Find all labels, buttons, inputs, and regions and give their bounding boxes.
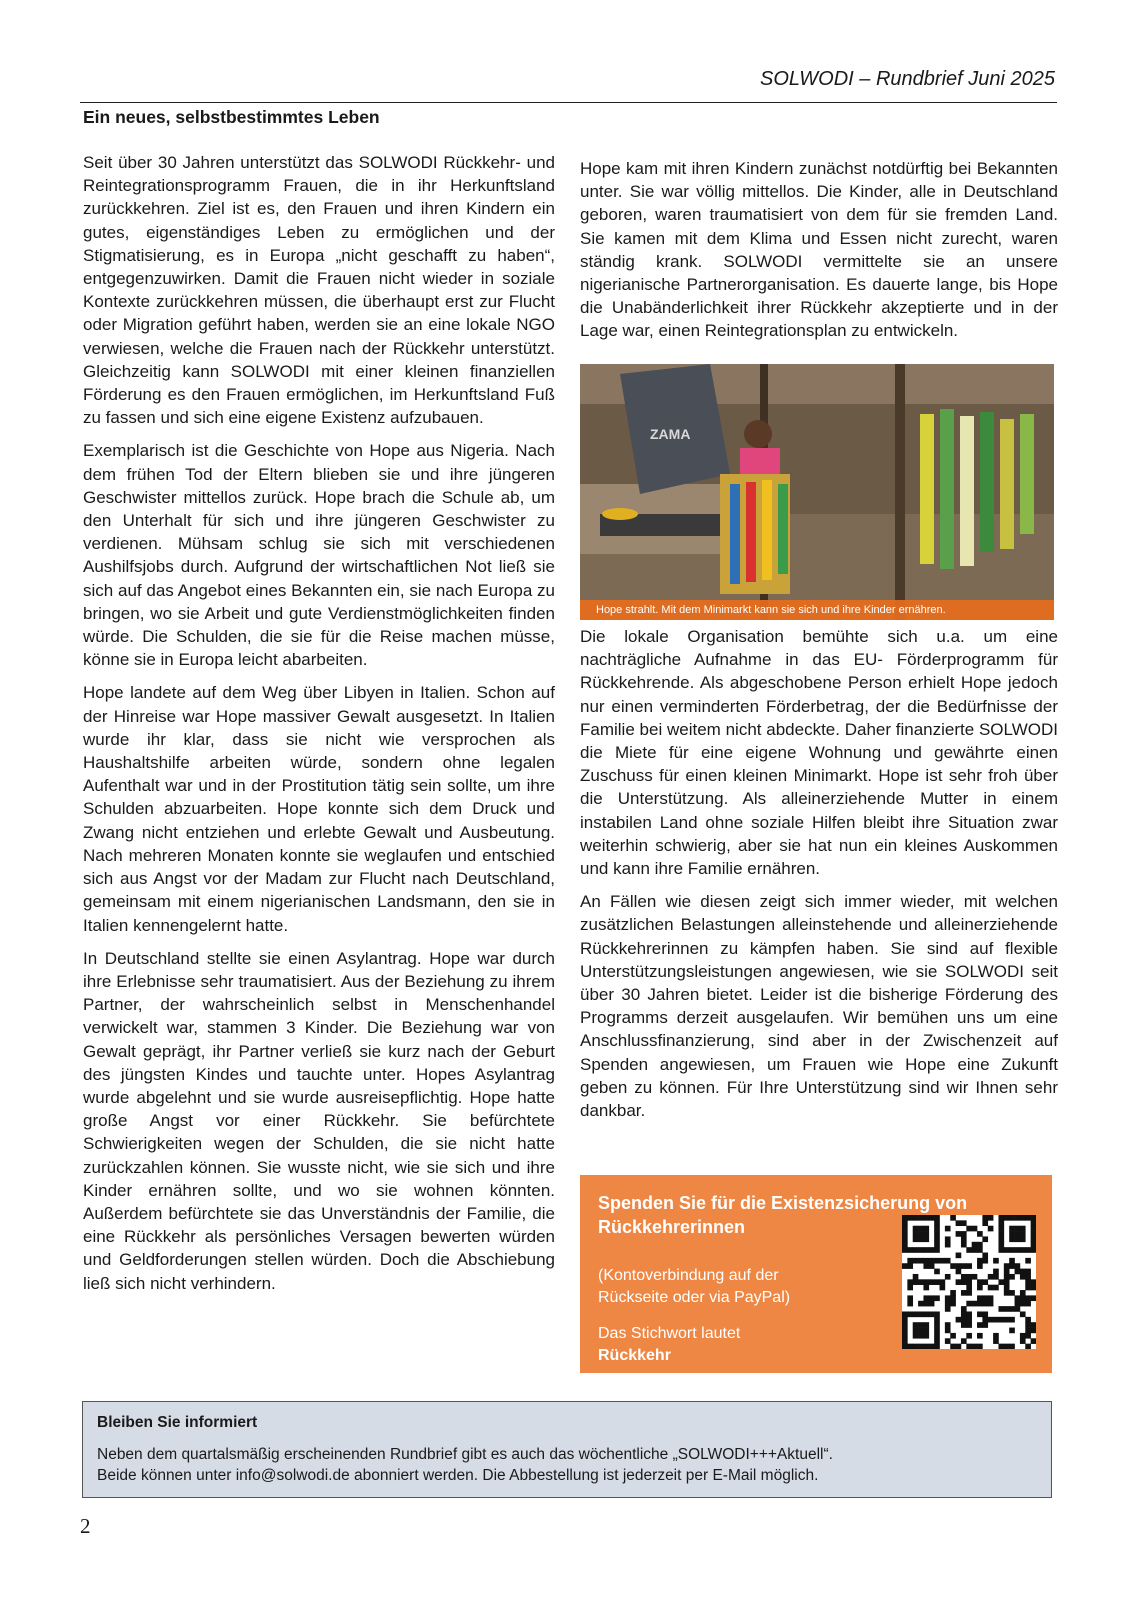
donation-text: (Kontoverbindung auf der Rückseite oder via PayPal) bbox=[598, 1267, 791, 1306]
page-number: 2 bbox=[80, 1514, 91, 1538]
info-line: Neben dem quartalsmäßig erscheinenden Rundbrief gibt es auch das wöchentliche „SOLWODI+++Aktuell“. bbox=[97, 1446, 833, 1463]
paragraph: In Deutschland stellte sie einen Asylantrag. Hope war durch ihre Erlebnisse sehr traumatisiert. Aus der Beziehung zu ihrem Partner, der wahrscheinlich selbst in Menschenhandel verwickelt war, stammen 3 Kinder. Die Beziehung war von Gewalt geprägt, ihr Partner verließ sie kurz nach der Geburt des jüngsten Kindes und tauchte unter. Hopes Asylantrag wurde abgelehnt und sie wurde ausreisepflichtig. Hope hatte große Angst vor einer Rückkehr. Sie befürchtete Schwierigkeiten wegen der Schulden, die sie nicht hatte zurückzahlen können. Sie wusste nicht, wie sie sich und ihre Kinder ernähren sollte, und wo sie wohnen könnten. Außerdem befürchtete sie das Unverständnis der Familie, die eine Rückkehr als persönliches Versagen bewerten würden und Geldforderungen stellen würden. Doch die Abschiebung ließ sich nicht verhindern. bbox=[83, 948, 555, 1293]
donation-heading: Spenden Sie für die Existenzsicherung von Rückkehrerinnen bbox=[598, 1193, 968, 1237]
info-box bbox=[82, 1401, 1052, 1498]
photo-caption: Hope strahlt. Mit dem Minimarkt kann sie sich und ihre Kinder ernähren. bbox=[580, 600, 1054, 620]
paragraph: Hope kam mit ihren Kindern zunächst notdürftig bei Bekannten unter. Sie war völlig mittellos. Die Kinder, alle in Deutschland geboren, waren traumatisiert von dem für sie fremden Land. Sie kamen mit dem Klima und Essen nicht zurecht, waren ständig krank. SOLWODI vermittelte sie an unsere nigerianische Partnerorganisation. Es dauerte lange, bis Hope die Unabänderlichkeit ihrer Rückkehr akzeptierte und in der Lage war, einen Reintegrationsplan zu entwickeln. bbox=[580, 159, 1058, 341]
paragraph: Hope landete auf dem Weg über Libyen in Italien. Schon auf der Hinreise war Hope massiver Gewalt ausgesetzt. In Italien wurde ihr klar, dass sie nicht wie versprochen als Haushaltshilfe arbeiten würde, sondern ohne legalen Aufenthalt war und in der Prostitution tätig sein sollte, um ihre Schulden abzuarbeiten. Hope konnte sich dem Druck und Zwang nicht entziehen und erlebte Gewalt und Ausbeutung. Nach mehreren Monaten konnte sie weglaufen und entschied sich aus Angst vor der Madam zur Flucht nach Deutschland, gemeinsam mit einem nigerianischen Landsmann, den sie in Italien kennengelernt hatte. bbox=[83, 683, 555, 935]
left-column bbox=[83, 151, 555, 1305]
right-column-bottom bbox=[580, 625, 1058, 1132]
donation-box bbox=[580, 1175, 1052, 1373]
paragraph: Seit über 30 Jahren unterstützt das SOLWODI Rückkehr- und Reintegrationsprogramm Frauen, die in ihr Herkunftsland zurückkehren. Ziel ist es, den Frauen und ihren Kindern ein gutes, eigenständiges Leben zu ermöglichen und der Stigmatisierung, es in Europa „nicht geschafft zu haben“, entgegenzuwirken. Damit die Frauen nicht wieder in soziale Kontexte zurückkehren müssen, die überhaupt erst zur Flucht oder Migration geführt haben, werden sie an eine lokale NGO verwiesen, welche die Frauen nach der Rückkehr unterstützt. Gleichzeitig kann SOLWODI mit einer kleinen finanziellen Förderung es den Frauen ermöglichen, im Herkunftsland Fuß zu fassen und sich eine eigene Existenz aufzubauen. bbox=[83, 153, 555, 428]
qr-code-icon[interactable] bbox=[902, 1215, 1036, 1349]
keyword-value: Rückkehr bbox=[598, 1347, 671, 1364]
bag-label: ZAMA bbox=[650, 426, 691, 442]
photo-illustration bbox=[580, 364, 1054, 620]
minimarket-photo bbox=[580, 364, 1054, 620]
article-headline: Ein neues, selbstbestimmtes Leben bbox=[83, 107, 380, 127]
paragraph: Exemplarisch ist die Geschichte von Hope aus Nigeria. Nach dem frühen Tod der Eltern blieben sie und ihre jüngeren Geschwister mittellos zurück. Hope brach die Schule ab, um den Unterhalt für sich und ihre jüngeren Geschwister zu verdienen. Mühsam schlug sie sich mit verschiedenen Aushilfsjobs durch. Aufgrund der wirtschaftlichen Not ließ sie sich auf das Angebot eines Bekannten ein, sie nach Europa zu bringen, wo sie Arbeit und gute Verdienstmöglichkeiten finden würde. Die Schulden, die sie für die Reise machen müsse, könne sie in Europa leicht abarbeiten. bbox=[83, 441, 555, 670]
info-text bbox=[97, 1444, 1037, 1486]
info-line: Beide können unter info@solwodi.de abonniert werden. Die Abbestellung ist jederzeit per E-Mail möglich. bbox=[97, 1467, 819, 1484]
info-heading: Bleiben Sie informiert bbox=[97, 1414, 258, 1431]
paragraph: An Fällen wie diesen zeigt sich immer wieder, mit welchen zusätzlichen Belastungen alleinstehende und alleinerziehende Rückkehrerinnen zu kämpfen haben. Sie sind auf flexible Unterstützungsleistungen angewiesen, wie sie SOLWODI seit über 30 Jahren bietet. Leider ist die bisherige Förderung des Programms derzeit ausgelaufen. Wir bemühen uns um eine Anschlussfinanzierung, sind aber in der Zwischenzeit auf Spenden angewiesen, um Frauen wie Hope eine Zukunft geben zu können. Für Ihre Unterstützung sind wir Ihnen sehr dankbar. bbox=[580, 892, 1058, 1121]
keyword-label: Das Stichwort lautet bbox=[598, 1325, 741, 1342]
header-title: SOLWODI – Rundbrief Juni 2025 bbox=[760, 68, 1055, 90]
paragraph: Die lokale Organisation bemühte sich u.a. um eine nachträgliche Aufnahme in das EU- Förderprogramm für Rückkehrende. Als abgeschobene Person erhielt Hope jedoch nur einen verminderten Förderbetrag, der die Bedürfnisse der Familie bei weitem nicht abdeckte. Daher finanzierte SOLWODI die Miete für eine eigene Wohnung und gewährte einen Zuschuss für einen kleinen Minimarkt. Hope ist sehr froh über die Unterstützung. Als alleinerziehende Mutter in einem instabilen Land ohne soziale Hilfen bleibt ihre Situation zwar weiterhin schwierig, aber sie hat nun ein kleines Auskommen und kann ihre Familie ernähren. bbox=[580, 627, 1058, 879]
right-column-top bbox=[580, 157, 1058, 353]
page-header bbox=[80, 68, 1057, 103]
qr-code-graphic bbox=[902, 1215, 1036, 1349]
